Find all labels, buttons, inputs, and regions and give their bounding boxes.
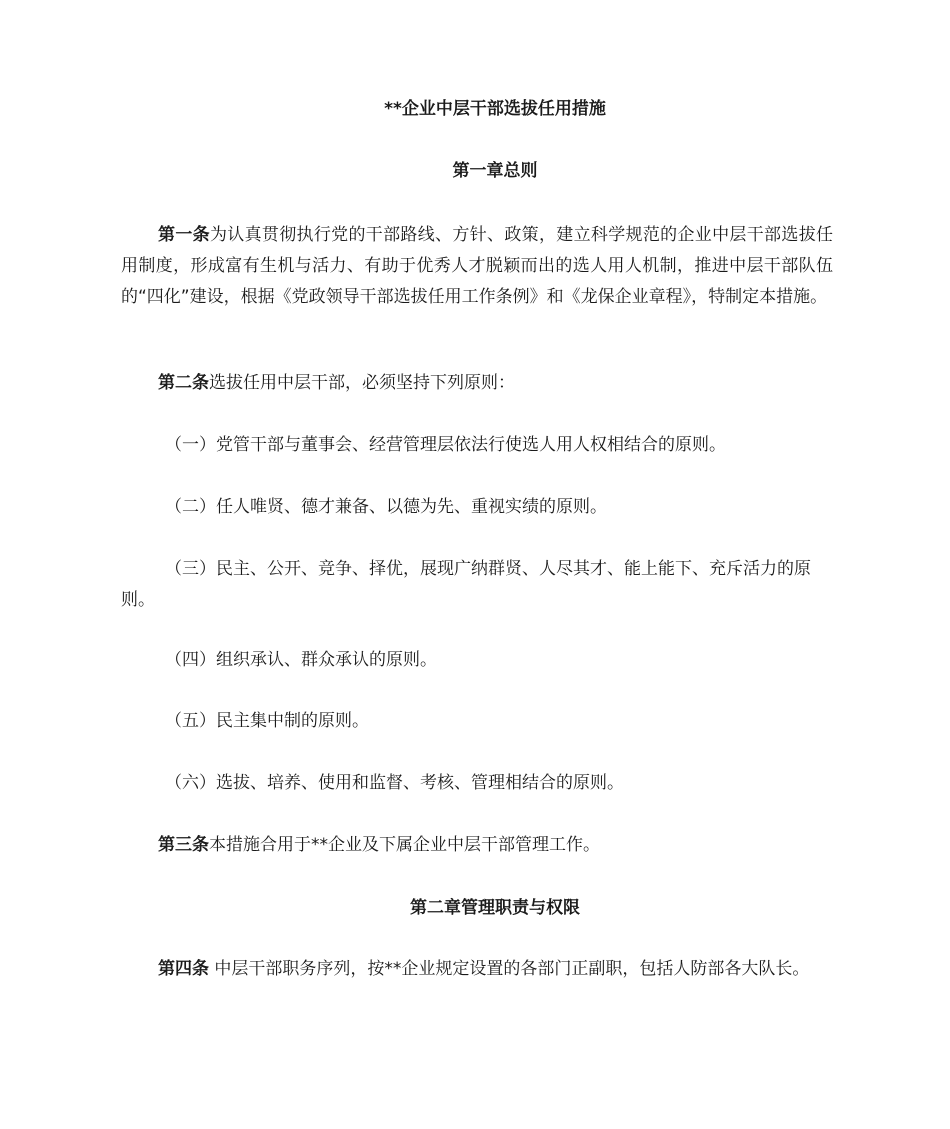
article-label: 第四条 <box>158 959 209 979</box>
article-4 <box>121 954 833 985</box>
principle-item: （二）任人唯贤、德才兼备、以德为先、重视实绩的原则。 <box>165 497 607 517</box>
article-2 <box>121 368 833 399</box>
article-text: 本措施合用于**企业及下属企业中层干部管理工作。 <box>209 835 600 855</box>
article-label: 第三条 <box>158 835 209 855</box>
article-1 <box>121 220 833 313</box>
article-text: 为认真贯彻执行党的干部路线、方针、政策，建立科学规范的企业中层干部选拔任用制度，形成富有生机与活力、有助于优秀人才脱颖而出的选人用人机制，推进中层干部队伍的“四化”建设，根据《党政领导干部选拔任用工作条例》和《龙保企业章程》，特制定本措施。 <box>121 225 834 307</box>
principle-item: （四）组织承认、群众承认的原则。 <box>165 650 437 670</box>
article-label: 第二条 <box>158 373 209 393</box>
document-title: **企业中层干部选拔任用措施 <box>384 99 606 119</box>
principle-item: （六）选拔、培养、使用和监督、考核、管理相结合的原则。 <box>165 773 624 793</box>
principle-item: （三）民主、公开、竞争、择优，展现广纳群贤、人尽其才、能上能下、充斥活力的原则。 <box>121 559 811 610</box>
article-3 <box>121 830 833 861</box>
principle-item: （一）党管干部与董事会、经营管理层依法行使选人用人权相结合的原则。 <box>165 435 726 455</box>
article-text: 中层干部职务序列，按**企业规定设置的各部门正副职，包括人防部各大队长。 <box>209 959 810 979</box>
principle-item: （五）民主集中制的原则。 <box>165 711 369 731</box>
article-text: 选拔任用中层干部，必须坚持下列原则： <box>209 373 515 393</box>
article-label: 第一条 <box>158 225 210 245</box>
chapter-heading: 第二章管理职责与权限 <box>410 898 580 918</box>
chapter-heading: 第一章总则 <box>452 161 538 181</box>
